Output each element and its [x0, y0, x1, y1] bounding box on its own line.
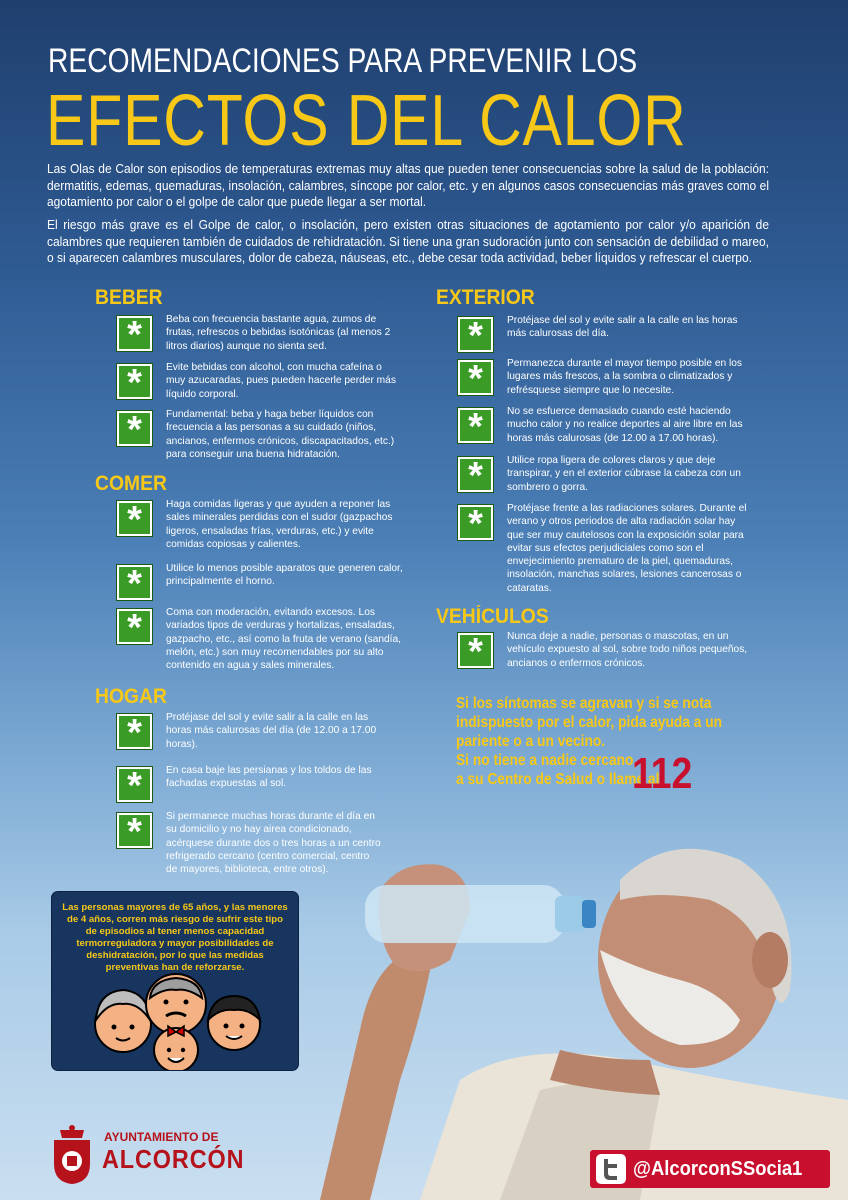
check-icon: *: [458, 457, 493, 492]
check-icon: *: [458, 633, 493, 668]
list-item: * Protéjase del sol y evite salir a la calle en las horas más calurosas del día (de 12.00 a 17.00 horas).: [117, 711, 382, 751]
section-title-exterior: EXTERIOR: [436, 286, 535, 309]
twitter-link[interactable]: [590, 1150, 830, 1188]
section-title-comer: COMER: [95, 472, 167, 495]
logo-text-alcorcon: ALCORCÓN: [102, 1144, 245, 1174]
list-item: * Permanezca durante el mayor tiempo posible en los lugares más frescos, a la sombra o climatizados y refrésquese siempre que lo necesite.: [458, 357, 748, 397]
list-item: * Protéjase frente a las radiaciones solares. Durante el verano y otros periodos de alta radiación solar hay que ser muy cautelosos con la exposición solar para evitar sus efectos perjudiciales como son el envejecimiento prematuro de la piel, quemaduras, insolación, manchas solares, lesiones cancerosas o cataratas.: [458, 502, 748, 595]
list-item: * Coma con moderación, evitando excesos. Los variados tipos de verduras y hortalizas, ensaladas, gazpacho, etc., así como la fruta de verano (sandía, melón, etc.) son muy recomendables por su alto contenido en agua y sales minerales.: [117, 606, 407, 672]
section-title-beber: BEBER: [95, 286, 163, 309]
list-item: * Beba con frecuencia bastante agua, zumos de frutas, refrescos o bebidas isotónicas (al menos 2 litros diarios) aunque no sienta sed.: [117, 313, 402, 353]
list-item: * Haga comidas ligeras y que ayuden a reponer las sales minerales perdidas con el sudor (gazpachos ligeros, ensaladas frías, verduras, etc.) y evite comidas copiosas y calientes.: [117, 498, 407, 551]
check-icon: *: [458, 360, 493, 395]
check-icon: *: [458, 408, 493, 443]
check-icon: *: [458, 505, 493, 540]
emergency-alert-text: Si los síntomas se agravan y si se nota indispuesto por el calor, pida ayuda a un pariente o a un vecino. Si no tiene a nadie cercano, a su Centro de Salud o llame al: [456, 695, 723, 788]
intro-paragraph-1: Las Olas de Calor son episodios de temperaturas extremas muy altas que pueden tener consecuencias sobre la salud de la población: dermatitis, edemas, quemaduras, insolación, calambres, síncope por calor, etc. y en algunos casos consecuencias más graves como el agotamiento por calor o el golpe de calor que puede llegar a ser mortal.: [47, 162, 769, 209]
people-faces-icon: [88, 972, 268, 1070]
title-line-1: RECOMENDACIONES PARA PREVENIR LOS: [48, 42, 638, 80]
list-item: * Si permanece muchas horas durante el día en su domicilio y no hay airea condicionado, acérquese durante dos o tres horas a un centro refrigerado cercano (centro comercial, centro de mayores, biblioteca, entre otros).: [117, 810, 382, 876]
alcorcon-crest-icon: [50, 1124, 94, 1186]
check-icon: *: [117, 565, 152, 600]
list-item: * Fundamental: beba y haga beber líquidos con frecuencia a las personas a su cuidado (niños, ancianos, enfermos crónicos, discapacitados, etc.) para conseguir una buena hidratación.: [117, 408, 402, 461]
list-item: * Evite bebidas con alcohol, con mucha cafeína o muy azucaradas, pues pueden hacerle perder más líquido corporal.: [117, 361, 402, 401]
list-item: * Protéjase del sol y evite salir a la calle en las horas más calurosas del día.: [458, 314, 748, 352]
check-icon: *: [117, 411, 152, 446]
list-item: * Nunca deje a nadie, personas o mascotas, en un vehículo expuesto al sol, sobre todo niños pequeños, ancianos o enfermos crónicos.: [458, 630, 758, 670]
check-icon: *: [458, 317, 493, 352]
check-icon: *: [117, 501, 152, 536]
check-icon: *: [117, 813, 152, 848]
logo-text-ayuntamiento: AYUNTAMIENTO DE: [104, 1130, 219, 1144]
intro-paragraph-2: El riesgo más grave es el Golpe de calor, o insolación, pero existen otras situaciones de agotamiento por calor y/o aparición de calambres que requieren también de cuidados de rehidratación. Si tiene una gran sudoración junto con sensación de debilidad o mareo, o si aparecen calambres musculares, dolor de cabeza, náuseas, etc., debe cesar toda actividad, beber líquidos y refrescar el cuerpo.: [47, 218, 769, 265]
check-icon: *: [117, 767, 152, 802]
check-icon: *: [117, 609, 152, 644]
check-icon: *: [117, 714, 152, 749]
emergency-number: 112: [632, 749, 693, 798]
list-item: * Utilice lo menos posible aparatos que generen calor, principalmente el horno.: [117, 562, 407, 600]
twitter-handle: @AlcorconSSocia1: [633, 1157, 803, 1180]
elderly-warning-text: Las personas mayores de 65 años, y las menores de 4 años, corren más riesgo de sufrir este tipo de episodios al tener menos capacidad termorreguladora y mayor posibilidades de deshidratación, por lo que las medidas preventivas han de reforzarse.: [62, 902, 288, 973]
twitter-icon: [595, 1153, 627, 1185]
man-drinking-water-illustration: [300, 830, 848, 1200]
title-line-2: EFECTOS DEL CALOR: [46, 81, 687, 161]
check-icon: *: [117, 364, 152, 399]
section-title-vehiculos: VEHÍCULOS: [436, 605, 549, 628]
section-title-hogar: HOGAR: [95, 685, 167, 708]
check-icon: *: [117, 316, 152, 351]
list-item: * En casa baje las persianas y los toldos de las fachadas expuestas al sol.: [117, 764, 382, 802]
list-item: * No se esfuerce demasiado cuando esté haciendo mucho calor y no realice deportes al aire libre en las horas más calurosas (de 12.00 a 17.00 horas).: [458, 405, 748, 445]
elderly-warning-box: [52, 892, 298, 1070]
list-item: * Utilice ropa ligera de colores claros y que deje transpirar, y en el exterior cúbrase la cabeza con un sombrero o gorra.: [458, 454, 748, 494]
